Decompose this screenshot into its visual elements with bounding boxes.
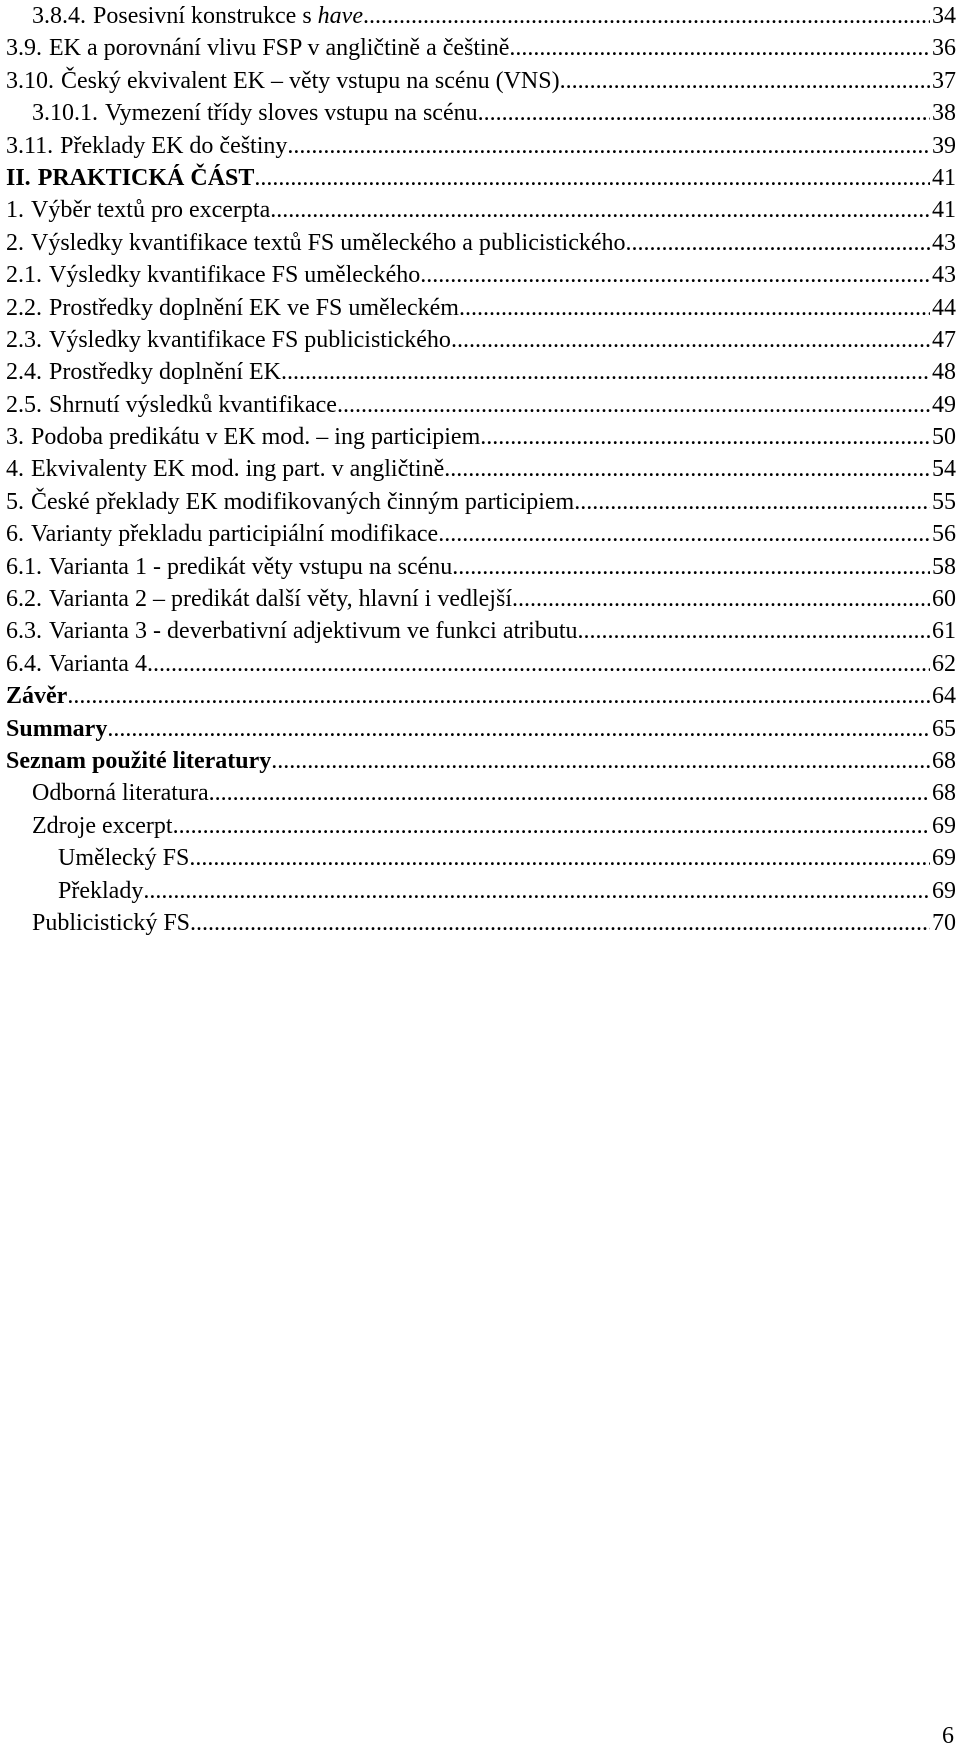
toc-entry[interactable] [6, 356, 956, 388]
toc-entry-title: Varianta 1 - predikát věty vstupu na scénu [49, 553, 453, 580]
toc-entry-page: 69 [932, 812, 956, 839]
toc-entry-title-group [32, 810, 173, 842]
toc-entry-title: Český ekvivalent EK – věty vstupu na scénu (VNS) [61, 67, 560, 94]
toc-entry-page: 61 [932, 618, 956, 645]
toc-entry-number: 6.1. [6, 553, 42, 580]
toc-dot-leader [420, 259, 930, 291]
toc-entry[interactable] [6, 97, 956, 129]
toc-entry-page: 54 [932, 456, 956, 483]
toc-entry-title-group [6, 389, 337, 421]
toc-entry-page: 69 [932, 877, 956, 904]
toc-entry-title: Výběr textů pro excerpta [31, 197, 271, 224]
toc-entry[interactable] [6, 453, 956, 485]
toc-entry-title-group [32, 0, 363, 32]
toc-entry-number: 2.3. [6, 326, 42, 353]
toc-dot-leader [143, 875, 930, 907]
toc-entry-title-group [6, 292, 459, 324]
toc-dot-leader [254, 162, 930, 194]
toc-entry-page: 43 [932, 229, 956, 256]
toc-dot-leader [209, 777, 930, 809]
toc-entry-page: 37 [932, 67, 956, 94]
toc-entry-title: Podoba predikátu v EK mod. – ing participiem [31, 424, 481, 451]
toc-entry-page: 38 [932, 100, 956, 127]
toc-entry-title-group [6, 32, 509, 64]
toc-entry-title: Vymezení třídy sloves vstupu na scénu [105, 100, 478, 127]
toc-entry-title: Odborná literatura [32, 780, 209, 807]
toc-entry[interactable] [6, 0, 956, 32]
toc-entry-page: 49 [932, 391, 956, 418]
toc-entry-title-group [6, 227, 626, 259]
toc-entry-title-group [6, 324, 451, 356]
toc-dot-leader [574, 486, 930, 518]
toc-entry-title-group [6, 680, 67, 712]
toc-entry[interactable] [6, 32, 956, 64]
toc-dot-leader [147, 648, 930, 680]
toc-dot-leader [560, 65, 930, 97]
toc-entry-page: 58 [932, 553, 956, 580]
toc-entry-title-group [6, 453, 444, 485]
toc-dot-leader [451, 324, 930, 356]
toc-dot-leader [578, 615, 931, 647]
toc-entry-number: 2.5. [6, 391, 42, 418]
toc-dot-leader [189, 842, 930, 874]
toc-entry[interactable] [6, 907, 956, 939]
toc-dot-leader [444, 453, 930, 485]
toc-entry-number: 3.8.4. [32, 3, 86, 29]
toc-dot-leader [512, 583, 930, 615]
toc-dot-leader [270, 194, 930, 226]
toc-entry-title: Seznam použité literatury [6, 747, 272, 774]
toc-entry-title-group [6, 194, 270, 226]
toc-entry-title-group [32, 907, 190, 939]
toc-entry-title: PRAKTICKÁ ČÁST [37, 164, 255, 191]
toc-entry-title: Umělecký FS [58, 845, 190, 872]
toc-entry-title-group [6, 518, 438, 550]
toc-entry-title: Překlady EK do češtiny [60, 132, 288, 159]
toc-entry-title: Prostředky doplnění EK [49, 359, 281, 386]
toc-dot-leader [363, 0, 930, 32]
toc-entry-title: Zdroje excerpt [32, 812, 173, 839]
toc-entry[interactable] [6, 583, 956, 615]
toc-entry[interactable] [6, 486, 956, 518]
toc-entry-page: 56 [932, 521, 956, 548]
toc-entry-title-group [6, 421, 480, 453]
toc-entry[interactable] [6, 745, 956, 777]
toc-dot-leader [337, 389, 930, 421]
toc-entry[interactable] [6, 421, 956, 453]
toc-entry[interactable] [6, 65, 956, 97]
toc-dot-leader [626, 227, 930, 259]
toc-entry-page: 34 [932, 3, 956, 29]
toc-entry[interactable] [6, 842, 956, 874]
toc-entry-title-italic: have [317, 3, 363, 29]
toc-entry[interactable] [6, 194, 956, 226]
toc-entry-page: 60 [932, 586, 956, 613]
toc-entry-number: 2.4. [6, 359, 42, 386]
toc-entry[interactable] [6, 259, 956, 291]
toc-entry[interactable] [6, 713, 956, 745]
toc-entry[interactable] [6, 680, 956, 712]
toc-entry-title: Varianta 4 [49, 650, 147, 677]
toc-entry-title-group [6, 130, 287, 162]
toc-entry-page: 69 [932, 845, 956, 872]
toc-entry-page: 43 [932, 262, 956, 289]
toc-entry-page: 44 [932, 294, 956, 321]
toc-entry-page: 62 [932, 650, 956, 677]
toc-entry[interactable] [6, 324, 956, 356]
toc-entry[interactable] [6, 551, 956, 583]
toc-dot-leader [438, 518, 930, 550]
toc-entry-title-group [6, 713, 107, 745]
toc-entry-number: 3.10.1. [32, 100, 98, 127]
toc-entry-page: 64 [932, 683, 956, 710]
toc-entry-title: Varianty překladu participiální modifikace [31, 521, 439, 548]
toc-dot-leader [173, 810, 930, 842]
toc-entry-page: 68 [932, 780, 956, 807]
toc-entry[interactable] [6, 648, 956, 680]
toc-entry-number: 6.2. [6, 586, 42, 613]
toc-entry-page: 68 [932, 747, 956, 774]
toc-entry-title-group [6, 583, 512, 615]
toc-entry-number: 3.11. [6, 132, 54, 159]
toc-entry-page: 65 [932, 715, 956, 742]
toc-entry-page: 55 [932, 488, 956, 515]
toc-entry-title: Výsledky kvantifikace textů FS uměleckého a publicistického [31, 229, 626, 256]
toc-entry-title: Ekvivalenty EK mod. ing part. v angličtině [31, 456, 445, 483]
toc-entry-title: Shrnutí výsledků kvantifikace [49, 391, 337, 418]
toc-entry-title: Summary [6, 715, 108, 742]
toc-entry-number: 5. [6, 488, 24, 515]
toc-entry[interactable] [6, 875, 956, 907]
toc-entry-title-group [32, 97, 478, 129]
toc-entry-page: 41 [932, 197, 956, 224]
toc-entry-title-group [58, 875, 143, 907]
toc-entry-title-group [6, 356, 281, 388]
toc-dot-leader [478, 97, 930, 129]
toc-entry-title-group [6, 551, 452, 583]
toc-entry-number: 3. [6, 424, 24, 451]
toc-dot-leader [107, 713, 930, 745]
toc-dot-leader [452, 551, 930, 583]
toc-entry-page: 36 [932, 35, 956, 62]
toc-entry-title-group [6, 486, 574, 518]
toc-entry-title-group [6, 615, 578, 647]
toc-entry-number: 3.10. [6, 67, 54, 94]
toc-entry-number: 6. [6, 521, 24, 548]
toc-entry-title: České překlady EK modifikovaných činným participiem [31, 488, 575, 515]
toc-entry-number: 2.1. [6, 262, 42, 289]
toc-entry-title: Výsledky kvantifikace FS publicistického [49, 326, 451, 353]
toc-entry-title-group [6, 162, 254, 194]
toc-entry-title: EK a porovnání vlivu FSP v angličtině a češtině [49, 35, 510, 62]
toc-entry-title-group [6, 648, 147, 680]
toc-entry-page: 70 [932, 909, 956, 936]
toc-entry-title-group [6, 259, 420, 291]
toc-dot-leader [67, 680, 930, 712]
toc-dot-leader [480, 421, 930, 453]
toc-entry-title: Posesivní konstrukce s [93, 3, 318, 29]
toc-entry-title: Publicistický FS [32, 909, 191, 936]
toc-entry[interactable] [6, 292, 956, 324]
toc-entry[interactable] [6, 162, 956, 194]
toc-entry-number: 1. [6, 197, 24, 224]
toc-entry-title: Prostředky doplnění EK ve FS uměleckém [49, 294, 459, 321]
toc-dot-leader [190, 907, 930, 939]
toc-entry-title-group [32, 777, 209, 809]
toc-entry-title: Varianta 2 – predikát další věty, hlavní i vedlejší [49, 586, 512, 613]
toc-entry-number: 2.2. [6, 294, 42, 321]
toc-dot-leader [287, 130, 930, 162]
toc-entry-number: 6.3. [6, 618, 42, 645]
toc-dot-leader [509, 32, 930, 64]
toc-entry-page: 41 [932, 164, 956, 191]
toc-entry[interactable] [6, 389, 956, 421]
page-number: 6 [942, 1723, 954, 1749]
toc-entry-title: Výsledky kvantifikace FS uměleckého [49, 262, 421, 289]
toc-entry-number: 2. [6, 229, 24, 256]
toc-entry-page: 47 [932, 326, 956, 353]
toc-dot-leader [281, 356, 930, 388]
toc-entry-number: 6.4. [6, 650, 42, 677]
toc-entry-number: II. [6, 164, 31, 191]
toc-entry[interactable] [6, 227, 956, 259]
toc-entry-page: 39 [932, 132, 956, 159]
toc-entry-title: Závěr [6, 683, 68, 710]
toc-entry-page: 50 [932, 424, 956, 451]
toc-entry[interactable] [6, 810, 956, 842]
toc-entry-title-group [6, 745, 271, 777]
toc-dot-leader [271, 745, 930, 777]
toc-entry[interactable] [6, 777, 956, 809]
toc-entry[interactable] [6, 130, 956, 162]
toc-entry-title-group [6, 65, 560, 97]
toc-entry-title-group [58, 842, 189, 874]
toc-entry-title: Varianta 3 - deverbativní adjektivum ve funkci atributu [49, 618, 578, 645]
table-of-contents [6, 0, 956, 939]
toc-entry[interactable] [6, 615, 956, 647]
toc-entry[interactable] [6, 518, 956, 550]
toc-entry-page: 48 [932, 359, 956, 386]
toc-entry-number: 3.9. [6, 35, 42, 62]
toc-entry-title: Překlady [58, 877, 144, 904]
toc-entry-number: 4. [6, 456, 24, 483]
toc-dot-leader [459, 292, 930, 324]
